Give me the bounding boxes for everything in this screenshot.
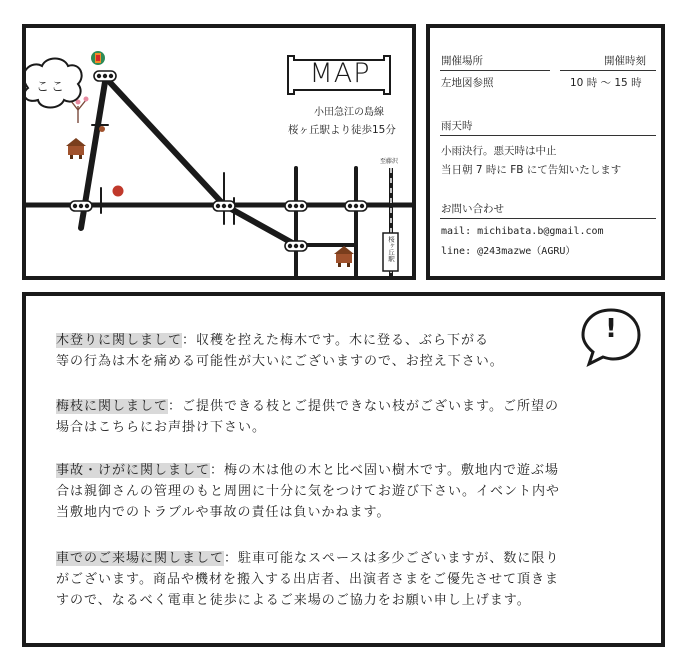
rain-label: 雨天時 (441, 120, 473, 132)
convenience-store-icon (91, 51, 105, 65)
shrine-icon-2 (334, 246, 354, 267)
notice-accidents-line3: 当敷地内でのトラブルや事故の責任は負いかねます。 (56, 505, 391, 520)
map-line-label: 小田急江の島線 (314, 107, 384, 118)
time-label: 開催時刻 (604, 55, 646, 67)
notice-accidents-line2: 合は親御さんの管理のもと周囲に十分に気をつけてお遊び下さい。イベント内や (56, 484, 561, 499)
notice-branches-line2: 場合はこちらにお声掛け下さい。 (56, 420, 267, 435)
venue-value: 左地図参照 (441, 77, 494, 89)
time-value: 10 時 ～ 15 時 (570, 77, 642, 89)
rain-line-2: 当日朝 7 時に FB にて告知いたします (441, 164, 622, 176)
rain-line-1: 小雨決行。悪天時は中止 (441, 145, 557, 157)
notice-parking (56, 548, 656, 611)
notice-parking-line2: がございます。商品や機材を搬入する出店者、出演者さまをご優先させて頂きま (56, 572, 559, 587)
notice-branches-heading: 梅枝に関しまして (56, 399, 169, 414)
traffic-signals (70, 71, 367, 251)
notice-accidents-heading: 事故・けがに関しまして (56, 463, 211, 478)
notice-panel (22, 292, 665, 647)
notice-climbing-line2: 等の行為は木を痛める可能性が大いにございますので、お控え下さい。 (56, 354, 504, 369)
shrine-icon-1 (66, 138, 86, 159)
cloud-label: ここ (36, 80, 67, 95)
notice-climbing-heading: 木登りに関しまして (56, 333, 183, 348)
time-rule (560, 70, 656, 71)
notice-parking-line3: すので、なるべく電車と徒歩によるご来場のご協力をお願い申し上げます。 (56, 593, 531, 608)
station-label: 桜ヶ丘駅 (387, 236, 395, 262)
notice-climbing-line1: ：収穫を控えた梅木です。木に登る、ぶら下がる (182, 333, 489, 348)
contact-rule (440, 218, 656, 219)
station-top-label: 至藤沢 (380, 158, 399, 165)
notice-branches-line1: ：ご提供できる枝とご提供できない枝がございます。ご所望の (168, 399, 559, 414)
contact-line: line: @243mazwe（AGRU） (441, 246, 576, 257)
notice-parking-heading: 車でのご来場に関しまして (56, 551, 225, 566)
contact-mail: mail: michibata.b@gmail.com (441, 226, 604, 237)
notice-climbing (56, 330, 616, 372)
shop-marker-icon (113, 186, 124, 197)
notice-branches (56, 396, 656, 438)
marker-dot-icon (99, 126, 105, 132)
map-title: MAP (309, 58, 371, 89)
map-panel (22, 24, 416, 280)
notice-parking-line1: ：駐車可能なスペースは多少ございますが、数に限り (224, 551, 560, 566)
venue-label: 開催場所 (441, 55, 483, 67)
info-panel (426, 24, 665, 280)
exclamation-glyph: ! (605, 314, 617, 344)
notice-accidents (56, 460, 656, 523)
contact-label: お問い合わせ (441, 203, 504, 215)
venue-rule (440, 70, 550, 71)
road-diagonal (104, 76, 224, 205)
notice-accidents-line1: ：梅の木は他の木と比べ固い樹木です。敷地内で遊ぶ場 (210, 463, 559, 478)
map-directions: 桜ヶ丘駅より徒歩15分 (288, 124, 396, 136)
rain-rule (440, 135, 656, 136)
